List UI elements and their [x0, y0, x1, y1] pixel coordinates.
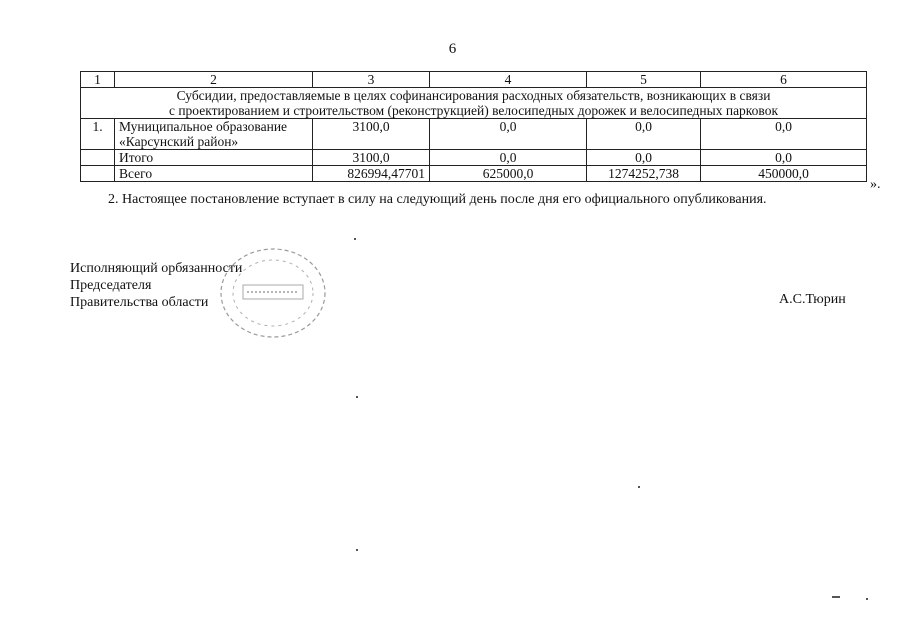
itogo-row — [81, 150, 867, 166]
scan-speck — [832, 596, 840, 598]
header-cell: 5 — [587, 72, 701, 88]
cell-value: 826994,47701 — [313, 166, 430, 182]
scan-speck — [356, 549, 358, 551]
section-title-line: с проектированием и строительством (реконструкцией) велосипедных дорожек и велосипедных парковок — [168, 103, 779, 118]
table-header-row — [81, 72, 867, 88]
cell-value: 0,0 — [430, 150, 587, 166]
row-number: 1. — [81, 119, 115, 150]
header-cell: 2 — [115, 72, 313, 88]
section-title-line: Субсидии, предоставляемые в целях софинансирования расходных обязательств, возникающих в связи — [176, 88, 771, 103]
cell-value: 1274252,738 — [587, 166, 701, 182]
cell-value: 0,0 — [701, 150, 867, 166]
header-cell: 3 — [313, 72, 430, 88]
cell-value: 3100,0 — [313, 119, 430, 150]
signature-title-line: Председателя — [70, 278, 152, 293]
cell-value: 0,0 — [587, 119, 701, 150]
cell-value: 450000,0 — [701, 166, 867, 182]
vsego-row — [81, 166, 867, 182]
cell-value: 3100,0 — [313, 150, 430, 166]
row-name-line: «Карсунский район» — [119, 134, 239, 149]
closing-quote: ». — [870, 177, 881, 192]
cell-value: 0,0 — [701, 119, 867, 150]
scan-speck — [356, 396, 358, 398]
cell-value: 0,0 — [430, 119, 587, 150]
paragraph-2: 2. Настоящее постановление вступает в силу на следующий день после дня его официального опубликования. — [108, 192, 767, 207]
signature-title-line: Правительства области — [70, 295, 209, 310]
row-name: Всего — [115, 166, 313, 182]
row-name: Итого — [115, 150, 313, 166]
section-title-row — [81, 88, 867, 119]
page-number: 6 — [448, 41, 457, 57]
header-cell: 6 — [701, 72, 867, 88]
header-cell: 1 — [81, 72, 115, 88]
signature-title-line: Исполняющий орбязанности — [70, 261, 243, 276]
subsidy-table — [80, 71, 867, 182]
row-name-line: Муниципальное образование — [119, 119, 288, 134]
signatory-name: А.С.Тюрин — [779, 292, 846, 307]
scan-speck — [866, 598, 868, 600]
row-name — [115, 119, 313, 150]
scan-speck — [638, 486, 640, 488]
signature-block — [70, 260, 242, 311]
header-cell: 4 — [430, 72, 587, 88]
section-title — [81, 88, 867, 119]
cell-value: 625000,0 — [430, 166, 587, 182]
scan-speck — [354, 238, 356, 240]
table-row — [81, 119, 867, 150]
cell-value: 0,0 — [587, 150, 701, 166]
